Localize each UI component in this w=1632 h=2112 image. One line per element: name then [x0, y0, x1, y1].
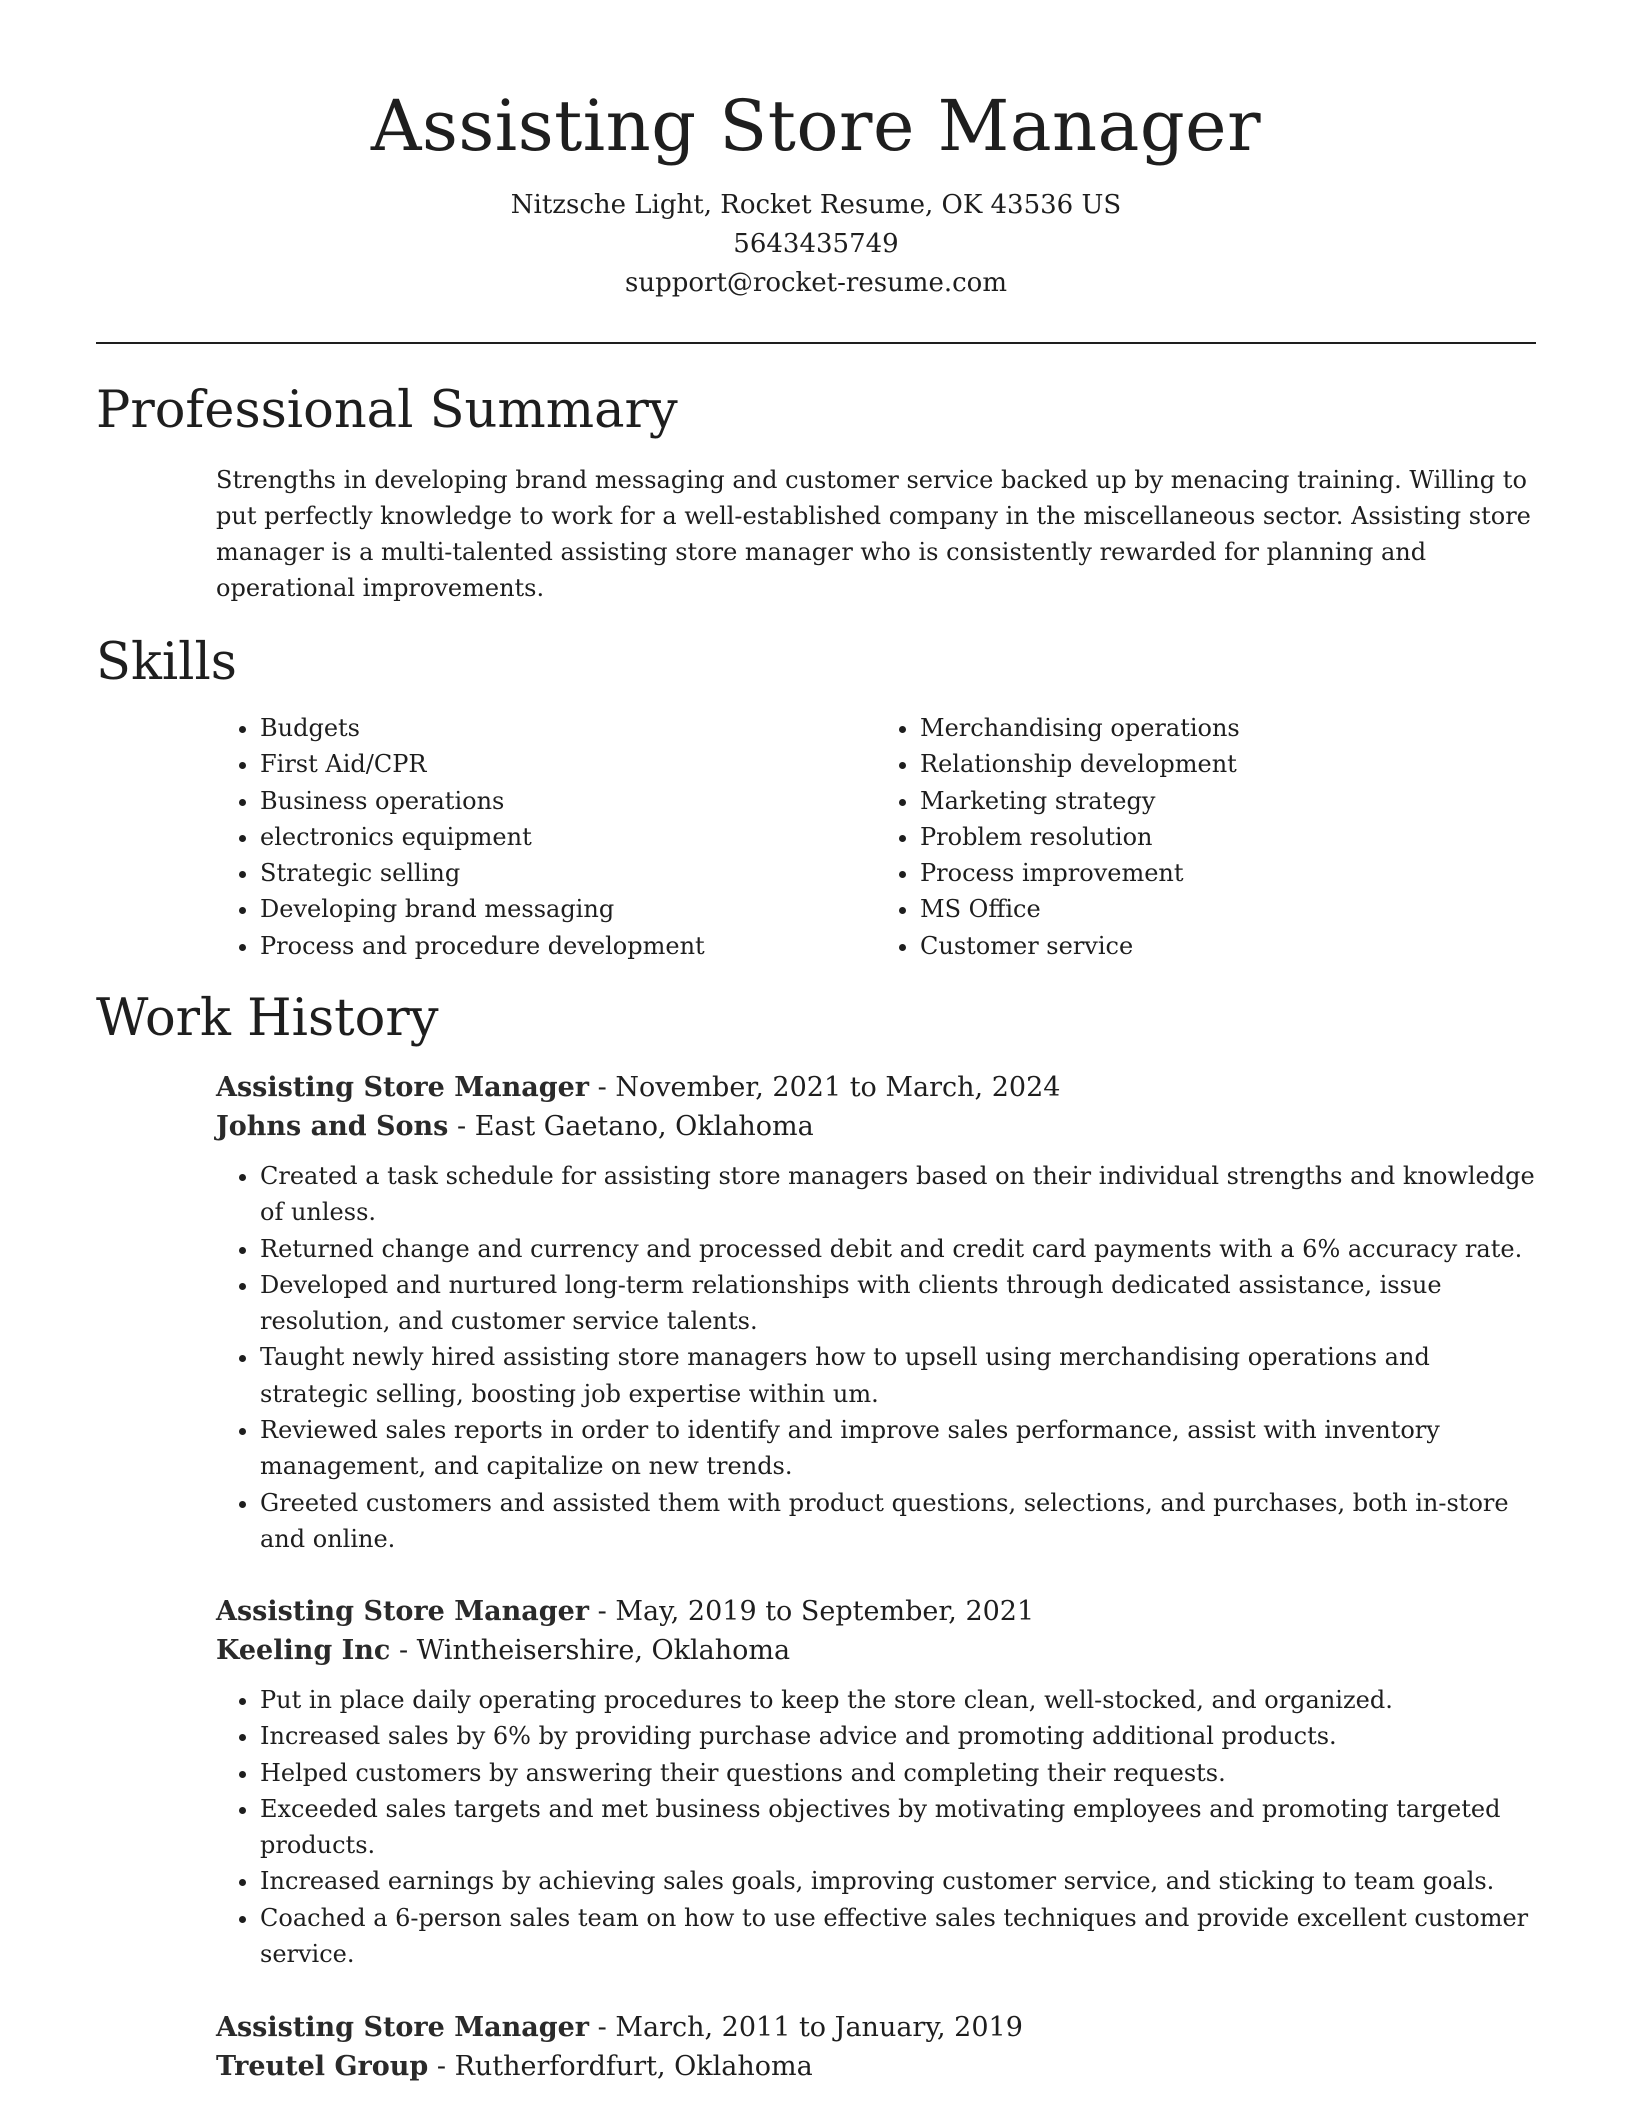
job-company-line: [216, 1107, 1536, 1146]
job-company-line: [216, 2047, 1536, 2086]
job-entry: [216, 1592, 1536, 1972]
skills-list: [216, 710, 1536, 964]
job-title: Assisting Store Manager: [216, 2012, 590, 2043]
company-location: Rutherfordfurt, Oklahoma: [454, 2051, 813, 2082]
email: support@rocket-resume.com: [624, 268, 1007, 298]
address: Nitzsche Light, Rocket Resume, OK 43536 US: [510, 190, 1122, 220]
job-bullet: • Coached a 6-person sales team on how to use effective sales techniques and provide excellent customer service.: [260, 1900, 1536, 1973]
skill-item: • Customer service: [920, 928, 1536, 964]
job-bullet: • Exceeded sales targets and met business objectives by motivating employees and promoting targeted products.: [260, 1791, 1536, 1864]
skill-item: • Problem resolution: [920, 819, 1536, 855]
job-bullet: • Created a task schedule for assisting store managers based on their individual strengths and knowledge of unless.: [260, 1158, 1536, 1231]
skill-item: • Marketing strategy: [920, 783, 1536, 819]
company-name: Johns and Sons: [216, 1111, 449, 1142]
company-name: Keeling Inc: [216, 1635, 391, 1666]
job-bullet: • Put in place daily operating procedures to keep the store clean, well-stocked, and organized.: [260, 1682, 1536, 1718]
skill-item: • Budgets: [260, 710, 876, 746]
job-bullet: • Helped customers by answering their questions and completing their requests.: [260, 1755, 1536, 1791]
job-dates: May, 2019 to September, 2021: [615, 1596, 1035, 1627]
job-entry: [216, 2008, 1536, 2086]
skills-column-left: [216, 710, 876, 964]
skill-item: • Merchandising operations: [920, 710, 1536, 746]
job-bullet: • Taught newly hired assisting store managers how to upsell using merchandising operations and strategic selling, boosting job expertise within um.: [260, 1339, 1536, 1412]
skill-item: • First Aid/CPR: [260, 746, 876, 782]
job-entry: [216, 1068, 1536, 1557]
job-title-line: [216, 2008, 1536, 2047]
job-bullets: [216, 1158, 1536, 1557]
separator: -: [589, 2012, 616, 2043]
skill-item: • electronics equipment: [260, 819, 876, 855]
skill-item: • Process improvement: [920, 855, 1536, 891]
job-dates: November, 2021 to March, 2024: [615, 1072, 1061, 1103]
summary-heading: Professional Summary: [96, 381, 678, 440]
summary-text: Strengths in developing brand messaging and customer service backed up by menacing training. Willing to put perfectly knowledge to work for a well-established company in the miscellaneous sector. Assisting store manager is a multi-talented assisting store manager who is consistently rewarded for planning and operational improvements.: [216, 466, 1531, 602]
company-location: Wintheisershire, Oklahoma: [416, 1635, 791, 1666]
skill-item: • Developing brand messaging: [260, 891, 876, 927]
header-divider: [96, 342, 1536, 344]
skills-column-right: [876, 710, 1536, 964]
job-title-line: [216, 1068, 1536, 1107]
separator: -: [448, 1111, 475, 1142]
resume-header: [0, 80, 1632, 303]
skills-heading: Skills: [96, 633, 237, 692]
job-bullet: • Developed and nurtured long-term relationships with clients through dedicated assistance, issue resolution, and customer service talents.: [260, 1267, 1536, 1340]
separator: -: [589, 1072, 616, 1103]
company-name: Treutel Group: [216, 2051, 429, 2082]
separator: -: [390, 1635, 417, 1666]
job-bullet: • Returned change and currency and processed debit and credit card payments with a 6% accuracy rate.: [260, 1231, 1536, 1267]
separator: -: [428, 2051, 455, 2082]
contact-info: [0, 186, 1632, 303]
separator: -: [589, 1596, 616, 1627]
job-title: Assisting Store Manager: [216, 1072, 590, 1103]
job-bullet: • Increased earnings by achieving sales goals, improving customer service, and sticking to team goals.: [260, 1863, 1536, 1899]
job-title: Assisting Store Manager: [216, 1596, 590, 1627]
work-history-heading: Work History: [96, 989, 439, 1048]
skill-item: • Strategic selling: [260, 855, 876, 891]
job-dates: March, 2011 to January, 2019: [615, 2012, 1023, 2043]
skill-item: • Relationship development: [920, 746, 1536, 782]
job-bullet: • Greeted customers and assisted them with product questions, selections, and purchases, both in-store and online.: [260, 1485, 1536, 1558]
company-location: East Gaetano, Oklahoma: [474, 1111, 814, 1142]
job-bullet: • Increased sales by 6% by providing purchase advice and promoting additional products.: [260, 1718, 1536, 1754]
candidate-name: Assisting Store Manager: [370, 85, 1262, 167]
job-title-line: [216, 1592, 1536, 1631]
skill-item: • Business operations: [260, 783, 876, 819]
phone: 5643435749: [733, 229, 899, 259]
job-company-line: [216, 1631, 1536, 1670]
skill-item: • MS Office: [920, 891, 1536, 927]
job-bullets: [216, 1682, 1536, 1972]
job-bullet: • Reviewed sales reports in order to identify and improve sales performance, assist with inventory management, and capitalize on new trends.: [260, 1412, 1536, 1485]
skill-item: • Process and procedure development: [260, 928, 876, 964]
